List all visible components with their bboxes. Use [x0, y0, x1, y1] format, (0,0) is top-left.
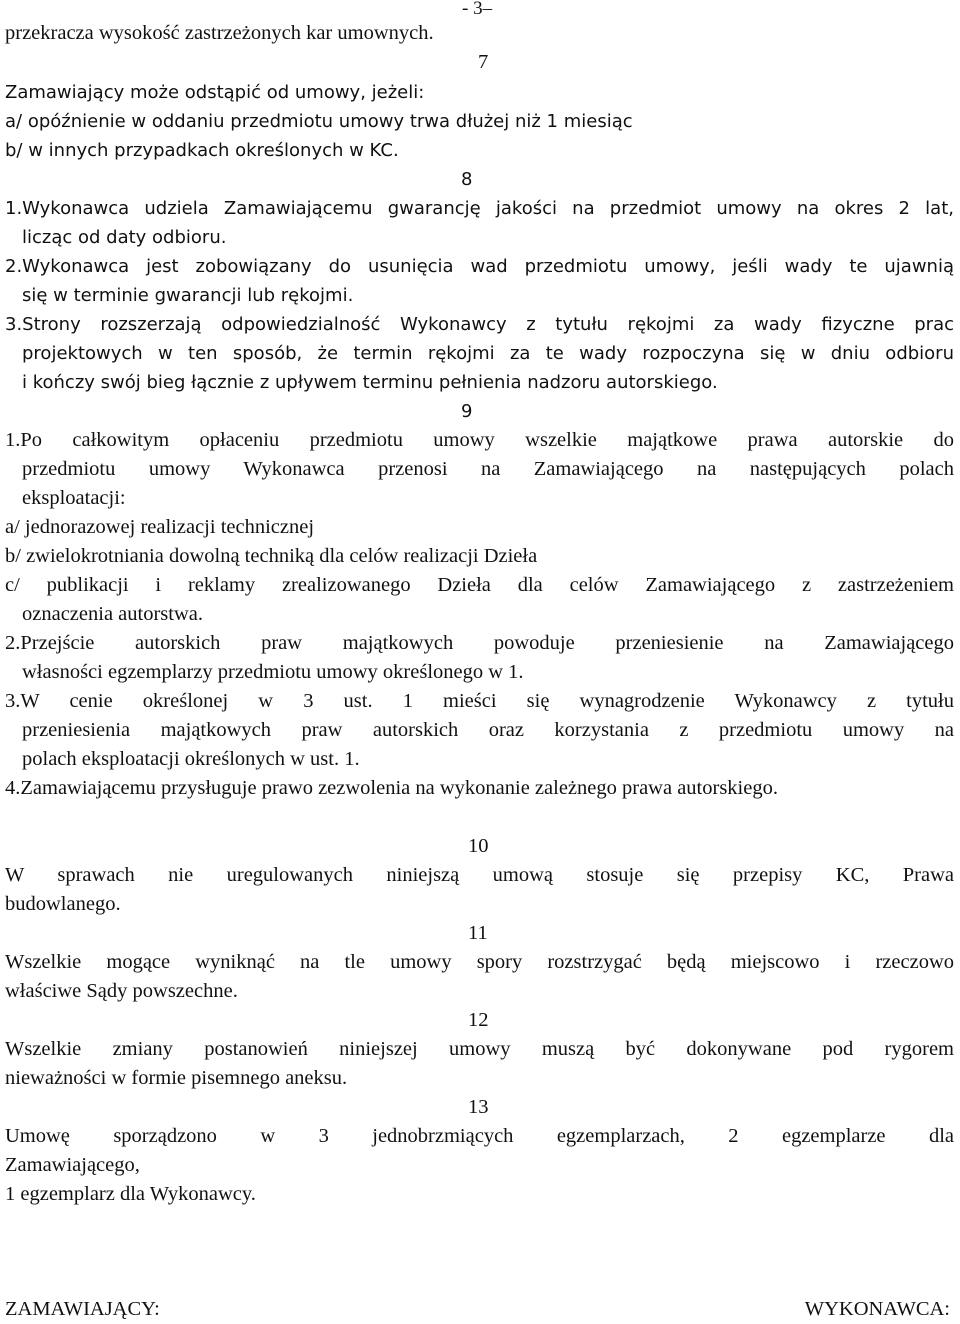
text-line: 4.Zamawiającemu przysługuje prawo zezwolenia na wykonanie zależnego prawa autorskiego.: [5, 777, 778, 799]
section-heading-12: 12: [468, 1009, 489, 1031]
text-line: b/ zwielokrotniania dowolną techniką dla celów realizacji Dzieła: [5, 545, 538, 567]
text-line: Zamawiającego,: [5, 1154, 140, 1176]
text-line: polach eksploatacji określonych w ust. 1.: [22, 748, 360, 770]
text-line: a/ jednorazowej realizacji technicznej: [5, 516, 315, 538]
text-line: i kończy swój bieg łącznie z upływem terminu pełnienia nadzoru autorskiego.: [22, 372, 718, 393]
text-line: W sprawach nie uregulowanych niniejszą umową stosuje się przepisy KC, Prawa: [5, 864, 954, 886]
text-line: Umowę sporządzono w 3 jednobrzmiących egzemplarzach, 2 egzemplarze dla: [5, 1125, 954, 1147]
text-line: 3.W cenie określonej w 3 ust. 1 mieści się wynagrodzenie Wykonawcy z tytułu: [5, 690, 954, 712]
section-heading-11: 11: [468, 922, 488, 944]
text-line: przekracza wysokość zastrzeżonych kar umownych.: [5, 22, 434, 44]
text-line: Wszelkie zmiany postanowień niniejszej umowy muszą być dokonywane pod rygorem: [5, 1038, 954, 1060]
text-line: licząc od daty odbioru.: [22, 227, 227, 248]
text-line: się w terminie gwarancji lub rękojmi.: [22, 285, 354, 306]
text-line: b/ w innych przypadkach określonych w KC.: [5, 140, 399, 161]
text-line: projektowych w ten sposób, że termin rękojmi za te wady rozpoczyna się w dniu odbioru: [22, 343, 954, 364]
text-line: a/ opóźnienie w oddaniu przedmiotu umowy trwa dłużej niż 1 miesiąc: [5, 111, 633, 132]
text-line: 1.Po całkowitym opłaceniu przedmiotu umowy wszelkie majątkowe prawa autorskie do: [5, 429, 954, 451]
text-line: 2.Wykonawca jest zobowiązany do usunięcia wad przedmiotu umowy, jeśli wady te ujawnią: [5, 256, 954, 277]
text-line: budowlanego.: [5, 893, 121, 915]
text-line: 2.Przejście autorskich praw majątkowych powoduje przeniesienie na Zamawiającego: [5, 632, 954, 654]
text-line: eksploatacji:: [22, 487, 126, 509]
section-heading-10: 10: [468, 835, 489, 857]
text-line: przedmiotu umowy Wykonawca przenosi na Zamawiającego na następujących polach: [22, 458, 954, 480]
section-heading-13: 13: [468, 1096, 489, 1118]
section-heading-9: 9: [461, 401, 473, 422]
signature-label-orderer: ZAMAWIAJĄCY:: [5, 1298, 160, 1320]
text-line: 1 egzemplarz dla Wykonawcy.: [5, 1183, 256, 1205]
text-line: nieważności w formie pisemnego aneksu.: [5, 1067, 348, 1089]
text-line: 1.Wykonawca udziela Zamawiającemu gwarancję jakości na przedmiot umowy na okres 2 lat,: [5, 198, 954, 219]
text-line: Wszelkie mogące wyniknąć na tle umowy spory rozstrzygać będą miejscowo i rzeczowo: [5, 951, 954, 973]
page-number: - 3–: [462, 0, 493, 19]
section-heading-7: 7: [478, 51, 489, 73]
text-line: 3.Strony rozszerzają odpowiedzialność Wykonawcy z tytułu rękojmi za wady fizyczne prac: [5, 314, 954, 335]
text-line: Zamawiający może odstąpić od umowy, jeżeli:: [5, 82, 425, 103]
text-line: własności egzemplarzy przedmiotu umowy określonego w 1.: [22, 661, 524, 683]
signature-label-contractor: WYKONAWCA:: [804, 1298, 950, 1320]
text-line: właściwe Sądy powszechne.: [5, 980, 238, 1002]
section-heading-8: 8: [461, 169, 473, 190]
text-line: oznaczenia autorstwa.: [22, 603, 203, 625]
text-line: przeniesienia majątkowych praw autorskich oraz korzystania z przedmiotu umowy na: [22, 719, 954, 741]
text-line: c/ publikacji i reklamy zrealizowanego Dzieła dla celów Zamawiającego z zastrzeżeniem: [5, 574, 954, 596]
